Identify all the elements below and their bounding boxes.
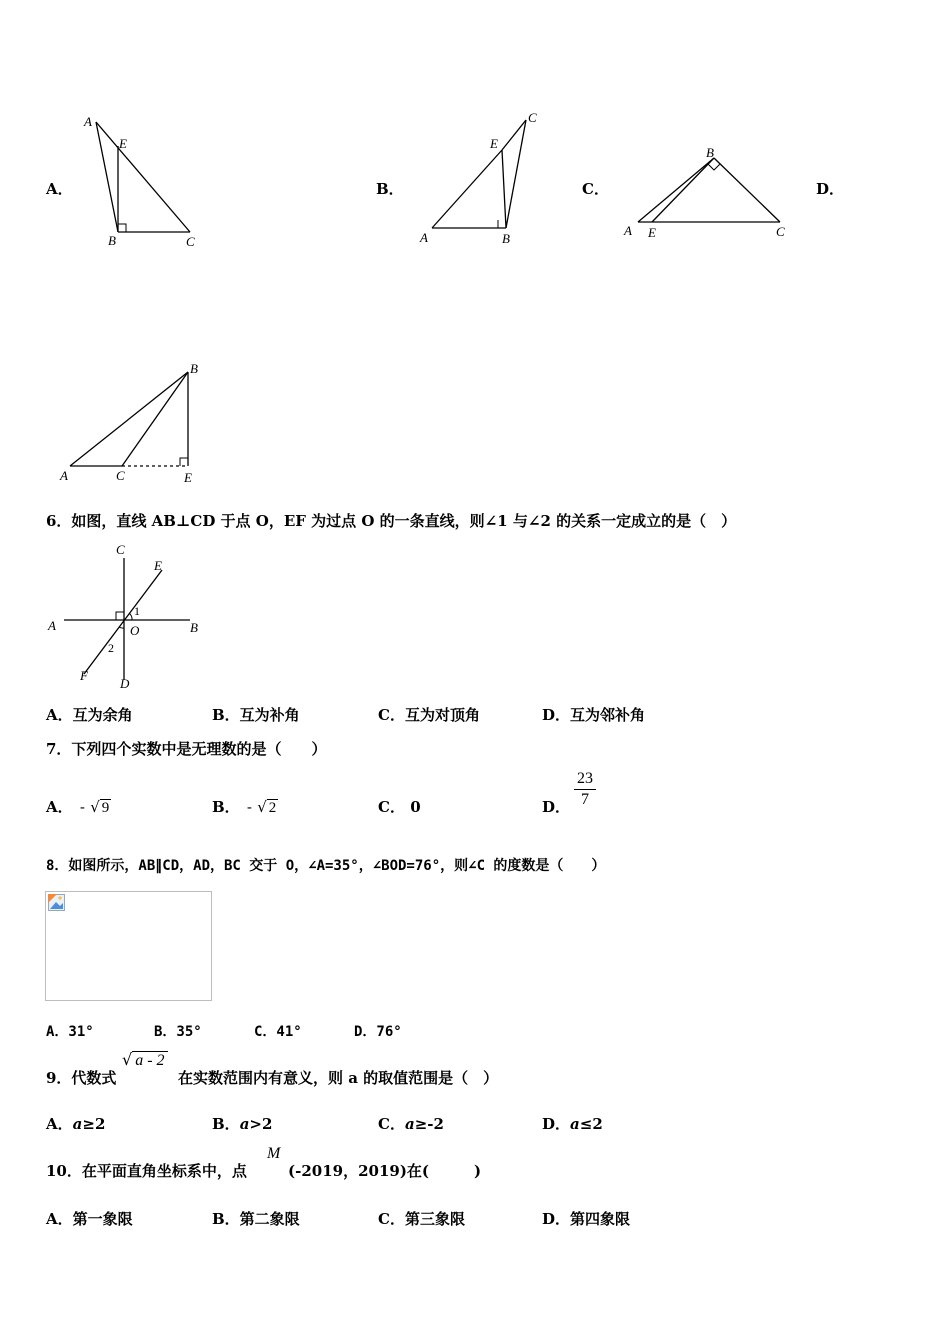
q7-option-a-minus: - xyxy=(79,798,85,816)
q9-prefix: 9．代数式 xyxy=(46,1069,117,1087)
q6-label-D: D xyxy=(120,676,130,691)
q6-label-F: F xyxy=(80,668,88,683)
q5a-label-E: E xyxy=(119,136,127,151)
q5a-label-A: A xyxy=(84,114,92,129)
q7-option-b-label: B． xyxy=(212,798,240,816)
q6-figure xyxy=(44,540,214,694)
q9-option-c-rel: ≥-2 xyxy=(414,1115,444,1133)
q9-option-d-rel: ≤2 xyxy=(579,1115,603,1133)
q9-radicand: a - 2 xyxy=(132,1051,167,1069)
q9-option-d-label: D． xyxy=(542,1115,571,1133)
q9-option-a xyxy=(46,1113,105,1134)
q6-label-C: C xyxy=(116,542,125,557)
q9-option-a-rel: ≥2 xyxy=(82,1115,106,1133)
q5-option-d-label: D． xyxy=(816,180,845,198)
q9-option-b-label: B． xyxy=(212,1115,240,1133)
q5-option-b-label: B． xyxy=(376,180,404,198)
q7-option-b-radicand: 2 xyxy=(268,800,277,816)
q10-option-b: B．第二象限 xyxy=(212,1210,300,1228)
q6-option-c: C．互为对顶角 xyxy=(378,706,480,724)
q5c-label-E: E xyxy=(648,225,656,240)
q5-option-a-label: A． xyxy=(46,180,73,198)
q5c-label-B: B xyxy=(706,145,714,160)
q6-label-angle1: 1 xyxy=(134,604,140,618)
q8-option-b: B．35° xyxy=(154,1024,202,1040)
q5c-label-A: A xyxy=(624,223,632,238)
q8-figure-placeholder xyxy=(45,891,212,1001)
q7-option-c-label: C． xyxy=(378,798,405,816)
radical-icon: √ xyxy=(122,1050,133,1069)
q9-radical xyxy=(122,1050,168,1070)
q5b-label-B: B xyxy=(502,231,510,246)
q8-option-c: C．41° xyxy=(254,1024,302,1040)
q5-figure-a xyxy=(80,110,210,250)
q5-figure-c xyxy=(616,140,796,244)
q6-option-b: B．互为补角 xyxy=(212,706,300,724)
q7-option-a xyxy=(46,796,111,817)
q6-label-A: A xyxy=(48,618,56,633)
q5b-label-A: A xyxy=(420,230,428,245)
q5a-label-C: C xyxy=(186,234,195,249)
q5a-label-B: B xyxy=(108,233,116,248)
q9-option-c xyxy=(378,1113,444,1134)
q10-point-name: M xyxy=(267,1145,281,1162)
q9-option-b-rel: >2 xyxy=(249,1115,273,1133)
q6-label-E: E xyxy=(154,558,162,573)
q5b-label-C: C xyxy=(528,110,537,125)
q5d-label-B: B xyxy=(190,361,198,376)
q10-option-d: D．第四象限 xyxy=(542,1210,631,1228)
q7-option-d-denominator: 7 xyxy=(581,791,589,808)
q8-option-d: D．76° xyxy=(354,1024,402,1040)
q6-option-a: A．互为余角 xyxy=(46,706,133,724)
radical-icon: √ xyxy=(257,798,267,816)
q8-stem: 8．如图所示，AB∥CD，AD，BC 交于 O，∠A=35°，∠BOD=76°，则∠C 的度数是（ ） xyxy=(46,858,606,874)
q5-figure-d xyxy=(56,356,216,490)
q9-option-a-label: A． xyxy=(46,1115,73,1133)
q7-option-b-minus: - xyxy=(246,798,252,816)
q7-stem: 7．下列四个实数中是无理数的是（ ） xyxy=(46,740,327,758)
q5b-label-E: E xyxy=(490,136,498,151)
q7-option-a-label: A． xyxy=(46,798,73,816)
q9-option-c-label: C． xyxy=(378,1115,405,1133)
q5d-label-C: C xyxy=(116,468,125,483)
q9-option-d-var: a xyxy=(570,1115,580,1133)
q6-label-angle2: 2 xyxy=(108,641,114,655)
radical-icon: √ xyxy=(90,798,100,816)
q9-suffix: 在实数范围内有意义，则 a 的取值范围是（ ） xyxy=(178,1069,499,1087)
q5-option-c-label: C． xyxy=(582,180,609,198)
q5c-label-C: C xyxy=(776,224,785,239)
q8-option-a: A．31° xyxy=(46,1024,94,1040)
q5d-label-E: E xyxy=(184,470,192,485)
q7-option-d-numerator: 23 xyxy=(574,770,596,790)
q9-option-d xyxy=(542,1113,603,1134)
q7-option-a-radicand: 9 xyxy=(101,800,110,816)
q5-figure-b xyxy=(410,104,550,248)
q6-label-B: B xyxy=(190,620,198,635)
q5d-label-A: A xyxy=(60,468,68,483)
q9-stem xyxy=(46,1067,116,1088)
q6-option-d: D．互为邻补角 xyxy=(542,706,646,724)
q7-option-c xyxy=(378,796,421,817)
q7-option-b xyxy=(212,796,278,817)
q10-coords: (-2019，2019)在( ) xyxy=(288,1162,482,1180)
q7-option-d-label: D． xyxy=(542,798,571,816)
q9-option-a-var: a xyxy=(72,1115,83,1133)
q7-option-c-value: 0 xyxy=(410,798,421,816)
q10-option-a: A．第一象限 xyxy=(46,1210,133,1228)
q9-option-b xyxy=(212,1113,272,1134)
q10-prefix: 10．在平面直角坐标系中，点 xyxy=(46,1162,247,1180)
broken-image-icon xyxy=(48,894,66,912)
q10-option-c: C．第三象限 xyxy=(378,1210,465,1228)
q7-option-d-fraction xyxy=(574,770,596,809)
q6-stem: 6．如图，直线 AB⊥CD 于点 O，EF 为过点 O 的一条直线，则∠1 与∠2 的关系一定成立的是（ ） xyxy=(46,512,737,530)
q9-option-b-var: a xyxy=(239,1115,250,1133)
q6-label-O: O xyxy=(130,623,140,638)
q9-option-c-var: a xyxy=(404,1115,415,1133)
